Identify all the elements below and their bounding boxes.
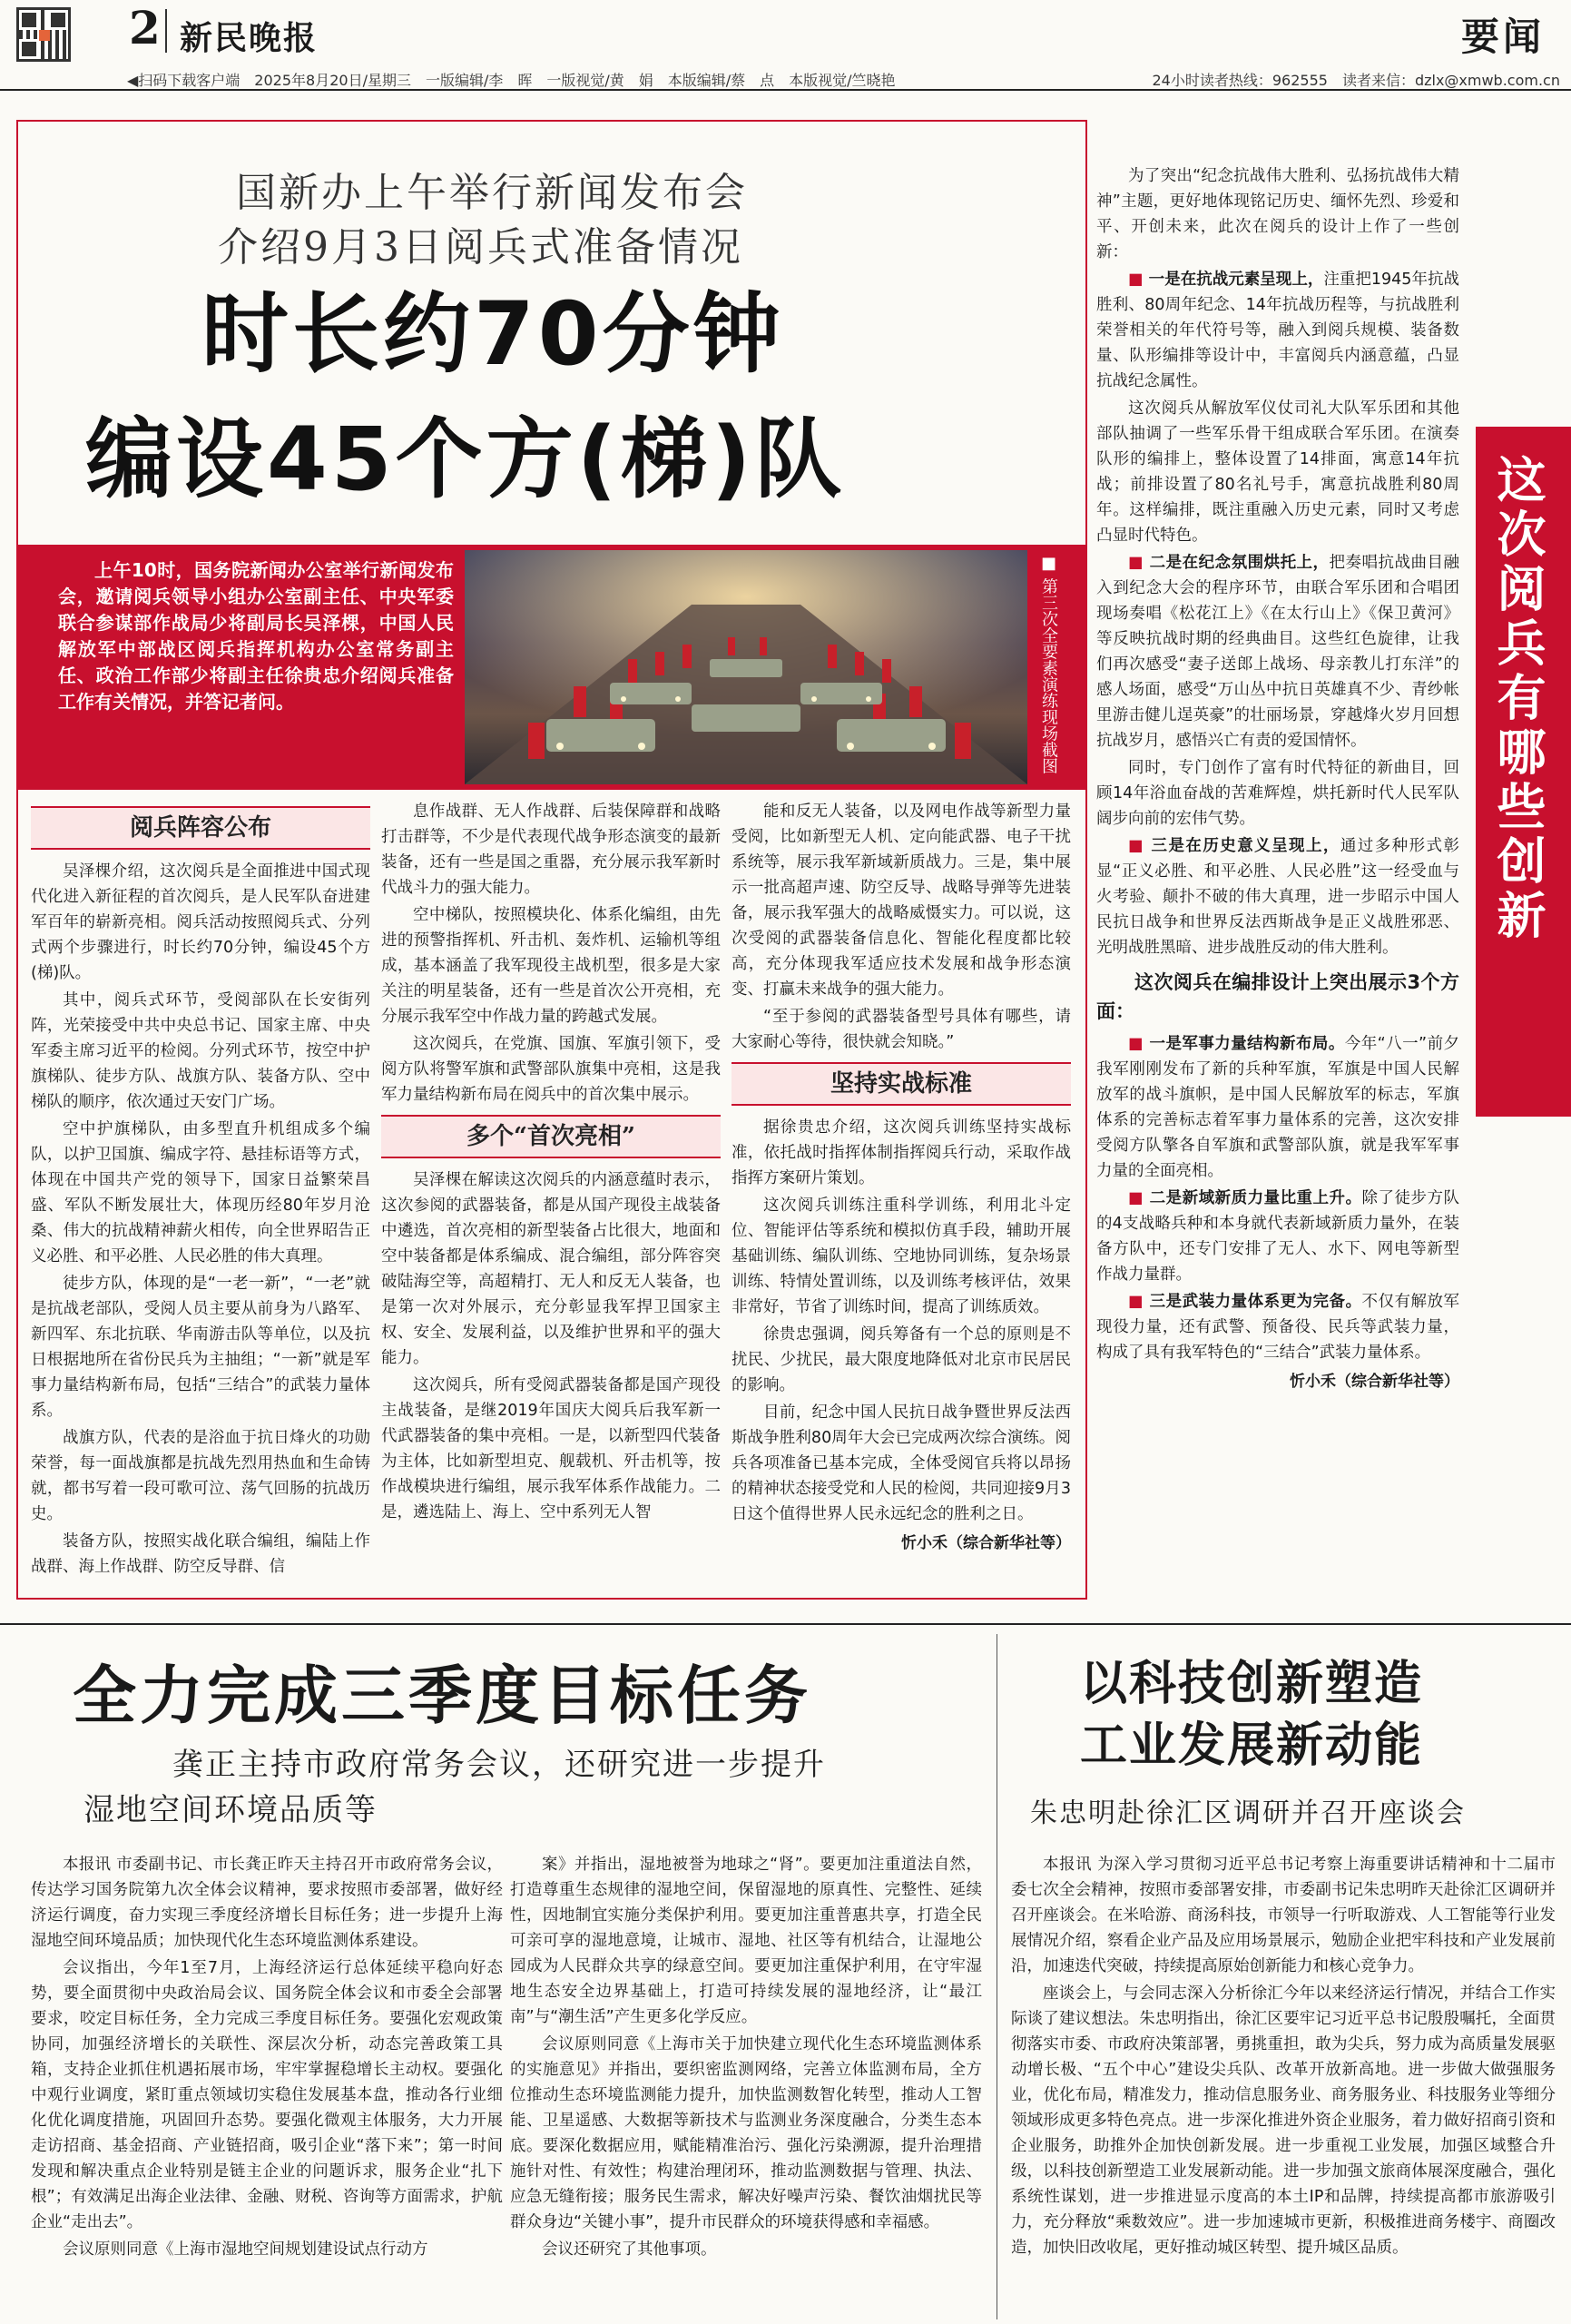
paragraph: 本报讯 为深入学习贯彻习近平总书记考察上海重要讲话精神和十二届市委七次全会精神，按照市委部署安排，市委副书记朱忠明昨天赴徐汇区调研并召开座谈会。在米哈游、商汤科技，市领导一行听取游戏、人工智能等行业发展情况介绍，察看企业产品及应用场景展示，勉励企业把牢科技和产业发展前沿，加速迭代突破，持续提高原始创新能力和核心竞争力。 (1011, 1856, 1556, 1975)
paragraph: 座谈会上，与会同志深入分析徐汇今年以来经济运行情况，并结合工作实际谈了建议想法。朱忠明指出，徐汇区要牢记习近平总书记殷殷嘱托，全面贯彻落实市委、市政府决策部署，勇挑重担，敢为尖兵，努力成为高质量发展驱动增长极、“五个中心”建设尖兵队、改革开放新高地。进一步做大做强服务业，优化布局，精准发力，推动信息服务业、商务服务业、科技服务业等细分领域形成更多特色亮点。进一步深化推进外资企业服务，着力做好招商引资和企业服务，助推外企加快创新发展。进一步重视工业发展，加强区域整合升级，以科技创新塑造工业发展新动能。进一步加强文旅商体展深度融合，强化系统性谋划，进一步推进显示度高的本土IP和品牌，持续提高都市旅游吸引力，充分释放“乘数效应”。进一步加速城市更新，积极推进商务楼宇、商圈改造，加快旧改收尾，更好推动城区转型、提升城区品质。 (1011, 1984, 1556, 2257)
lead-col2b-text (381, 1167, 721, 1525)
sidebar-paragraph (1096, 755, 1459, 832)
info-line: ◀扫码下载客户端 2025年8月20日/星期三 一版编辑/李 晖 一版视觉/黄 娟 本版编辑/蔡 点 本版视觉/竺晓艳 (127, 72, 896, 89)
paragraph: 吴泽棵在解读这次阅兵的内涵意蕴时表示，这次参阅的武器装备，都是从国产现役主战装备中遴选，首次亮相的新型装备占比很大，地面和空中装备都是体系编成、混合编组，部分阵容突破陆海空等，高超精打、无人和反无人装备，也是第一次对外展示，充分彰显我军捍卫国家主权、安全、发展利益，以及维护世界和平的强大能力。 (381, 1171, 721, 1367)
story2-column-1 (31, 1852, 503, 2319)
story2-subhead-1: 龚正主持市政府常务会议，还研究进一步提升 (172, 1747, 826, 1783)
paragraph: 会议原则同意《上海市关于加快建立现代化生态环境监测体系的实施意见》并指出，要织密监测网络，完善立体监测布局，全方位推动生态环境监测能力提升，加快监测数智化转型，推动人工智能、卫星遥感、大数据等新技术与监测业务深度融合，分类生态本底。要深化数据应用，赋能精准治污、强化污染溯源，提升治理措施针对性、有效性；构建治理闭环，推动监测数据与管理、执法、应急无缝衔接；服务民生需求，解决好噪声污染、餐饮油烟扰民等群众身边“关键小事”，提升市民群众的环境获得感和幸福感。 (510, 2035, 982, 2231)
sidebar-column (1096, 163, 1459, 1598)
square-bullet-icon: ■ (1128, 554, 1150, 572)
paragraph: 这次阅兵训练注重科学训练，利用北斗定位、智能评估等系统和模拟仿真手段，辅助开展基础训练、编队训练、空地协同训练，复杂场景训练、特情处置训练，以及训练考核评估，效果非常好，节省了训练时间，提高了训练质效。 (731, 1196, 1071, 1316)
square-bullet-icon: ■ (1128, 837, 1152, 855)
lead-lede: 上午10时，国务院新闻办公室举行新闻发布会，邀请阅兵领导小组办公室副主任、中央军委联合参谋部作战局少将副局长吴泽棵，中国人民解放军中部战区阅兵指挥机构办公室常务副主任、政治工作部少将副主任徐贵忠介绍阅兵准备工作有关情况，并答记者问。 (58, 559, 454, 713)
item-lead: 三是在历史意义呈现上， (1151, 837, 1340, 855)
hotline: 24小时读者热线：962555 读者来信：dzlx@xmwb.com.cn (1152, 72, 1560, 89)
paragraph: 能和反无人装备，以及网电作战等新型力量受阅，比如新型无人机、定向能武器、电子干扰系统等，展示我军新域新质战力。三是，集中展示一批高超声速、防空反导、战略导弹等先进装备，展示我军强大的战略威慑实力。可以说，这次受阅的武器装备信息化、智能化程度都比较高，充分体现我军适应技术发展和战争形态演变、打赢未来战争的强大能力。 (731, 803, 1071, 999)
story2-subhead-2: 湿地空间环境品质等 (83, 1792, 378, 1828)
story3-headline-1: 以科技创新塑造 (1080, 1656, 1424, 1711)
square-bullet-icon: ■ (1128, 1189, 1150, 1207)
item-text: 注重把1945年抗战胜利、80周年纪念、14年抗战历程等，与抗战胜利荣誉相关的年代符号等，融入到阅兵规模、装备数量、队形编排等设计中，丰富阅兵内涵意蕴，凸显抗战纪念属性。 (1096, 271, 1459, 390)
sidebar-paragraph (1096, 1031, 1459, 1184)
item-text: 除了徒步方队的4支战略兵种和本身就代表新域新质力量外，在装备方队中，还专门安排了无人、水下、网电等新型作战力量群。 (1096, 1189, 1459, 1284)
paragraph: 徐贵忠强调，阅兵筹备有一个总的原则是不扰民、少扰民，最大限度地降低对北京市民居民的影响。 (731, 1325, 1071, 1394)
lead-kicker-2: 介绍9月3日阅兵式准备情况 (218, 224, 743, 271)
sidebar-paragraph (1096, 267, 1459, 394)
paragraph: 其中，阅兵式环节，受阅部队在长安街列阵，光荣接受中共中央总书记、国家主席、中央军委主席习近平的检阅。分列式环节，按空中护旗梯队、徒步方队、战旗方队、装备方队、空中梯队的顺序，依次通过天安门广场。 (31, 991, 370, 1111)
sidebar-byline: 忻小禾（综合新华社等） (1290, 1373, 1459, 1391)
lead-headline-2: 编设45个方(梯)队 (85, 409, 846, 510)
paragraph: “至于参阅的武器装备型号具体有哪些，请大家耐心等待，很快就会知晓。” (731, 1008, 1071, 1051)
section-heading-training: 坚持实战标准 (731, 1062, 1071, 1106)
item-lead: 二是新域新质力量比重上升。 (1149, 1189, 1362, 1207)
lead-col1-text (31, 859, 370, 1580)
sidebar-intro: 为了突出“纪念抗战伟大胜利、弘扬抗战伟大精神”主题，更好地体现铭记历史、缅怀先烈、珍爱和平、开创未来，此次在阅兵的设计上作了一些创新： (1096, 167, 1459, 261)
qr-code-icon[interactable] (16, 7, 71, 62)
square-bullet-icon: ■ (1128, 1293, 1150, 1311)
sidebar-vertical-title: 这次阅兵有哪些创新 (1489, 454, 1546, 944)
lead-headline-1: 时长约70分钟 (201, 283, 784, 385)
item-text: 这次阅兵从解放军仪仗司礼大队军乐团和其他部队抽调了一些军乐骨干组成联合军乐团。在演奏队形的编排上，整体设置了14排面，寓意14年抗战；前排设置了80名礼号手，寓意抗战胜利80周年。这样编排，既注重融入历史元素，同时又考虑凸显时代特色。 (1096, 399, 1459, 545)
item-text: 今年“八一”前夕我军刚刚发布了新的兵种军旗，军旗是中国人民解放军的战斗旗帜，是中国人民解放军的标志，军旗体系的完善标志着军事力量体系的完善，这次安排受阅方队擎各自军旗和武警部队旗，就是我军军事力量的全面亮相。 (1096, 1035, 1459, 1180)
paragraph: 目前，纪念中国人民抗日战争暨世界反法西斯战争胜利80周年大会已完成两次综合演练。阅兵各项准备已基本完成，全体受阅官兵将以昂扬的精神状态接受党和人民的检阅，共同迎接9月3日这个值得世界人民永远纪念的胜利之日。 (731, 1403, 1071, 1523)
item-lead: 一是军事力量结构新布局。 (1149, 1035, 1345, 1053)
story3-subhead: 朱忠明赴徐汇区调研并召开座谈会 (1030, 1797, 1466, 1829)
paragraph: 息作战群、无人作战群、后装保障群和战略打击群等，不少是代表现代战争形态演变的最新装备，还有一些是国之重器，充分展示我军新时代战斗力的强大能力。 (381, 803, 721, 897)
page-number: 2 (129, 1, 161, 54)
story3-text (1011, 1852, 1556, 2260)
header-rule (0, 89, 1571, 91)
header (0, 0, 1571, 91)
story3-column (1011, 1852, 1556, 2319)
paragraph: 案》并指出，湿地被誉为地球之“肾”。要更加注重道法自然，打造尊重生态规律的湿地空间，保留湿地的原真性、完整性、延续性，因地制宜实施分类保护利用。要更加注重普惠共享，打造全民可亲可享的湿地意境，让城市、湿地、社区等有机结合，让湿地公园成为人民群众共享的绿意空间。要更加注重保护利用，在守牢湿地生态安全边界基础上，打造可持续发展的湿地经济，让“最江南”与“潮生活”产生更多化学反应。 (510, 1856, 982, 2026)
item-lead: 三是武装力量体系更为完备。 (1149, 1293, 1362, 1311)
lead-byline: 忻小禾（综合新华社等） (901, 1534, 1071, 1552)
item-text: 把奏唱抗战曲目融入到纪念大会的程序环节，由联合军乐团和合唱团现场奏唱《松花江上》《在太行山上》《保卫黄河》等反映抗战时期的经典曲目。这些红色旋律，让我们再次感受“妻子送郎上战场、母亲教儿打东洋”的感人场面，感受“万山丛中抗日英雄真不少、青纱帐里游击健儿逞英豪”的壮丽场景，穿越烽火岁月回想抗战岁月，感悟兴亡有责的爱国情怀。 (1096, 554, 1459, 750)
paragraph: 空中护旗梯队，由多型直升机组成多个编队，以护卫国旗、编成字符、悬挂标语等方式，体现在中国共产党的领导下，国家日益繁荣昌盛、军队不断发展壮大，体现历经80年岁月沧桑、伟大的抗战精神薪火相传，向全世界昭告正义必胜、和平必胜、人民必胜的伟大真理。 (31, 1120, 370, 1265)
photo-caption: ■ 第三次全要素演练现场截图 (1039, 554, 1058, 774)
paragraph: 会议指出，今年1至7月，上海经济运行总体延续平稳向好态势，要全面贯彻中央政治局会议、国务院全体会议和市委全会部署要求，咬定目标任务，全力完成三季度目标任务。要强化宏观政策协同，加强经济增长的关联性、深层次分析，动态完善政策工具箱，支持企业抓住机遇拓展市场，牢牢掌握稳增长主动权。要强化中观行业调度，紧盯重点领域切实稳住发展基本盘，推动各行业细化优化调度措施，巩固回升态势。要强化微观主体服务，大力开展走访招商、基金招商、产业链招商，吸引企业“落下来”；第一时间发现和解决重点企业特别是链主企业的问题诉求，服务企业“扎下根”；有效满足出海企业法律、金融、财税、咨询等方面需求，护航企业“走出去”。 (31, 1959, 503, 2231)
paragraph: 装备方队，按照实战化联合编组，编陆上作战群、海上作战群、防空反导群、信 (31, 1532, 370, 1576)
sidebar-paragraph (1096, 396, 1459, 548)
lead-column-3 (731, 799, 1071, 1594)
paragraph: 会议原则同意《上海市湿地空间规划建设试点行动方 (63, 2240, 428, 2259)
square-bullet-icon: ■ (1128, 1035, 1150, 1053)
section-heading-debut: 多个“首次亮相” (381, 1115, 721, 1158)
sidebar-paragraph (1096, 550, 1459, 753)
paragraph: 这次阅兵，所有受阅武器装备都是国产现役主战装备，是继2019年国庆大阅兵后我军新一代武器装备的集中亮相。一是，以新型四代装备为主体，比如新型坦克、舰载机、歼击机等，按作战模块进行编组，展示我军体系作战能力。二是，遴选陆上、海上、空中系列无人智 (381, 1376, 721, 1521)
sidebar-subhead: 这次阅兵在编排设计上突出展示3个方面： (1096, 971, 1459, 1022)
lead-col3a-text (731, 799, 1071, 1055)
paragraph: 徒步方队，体现的是“一老一新”，“一老”就是抗战老部队，受阅人员主要从前身为八路军、新四军、东北抗联、华南游击队等单位，以及抗日根据地所在省份民兵为主抽组；“一新”就是军事力量结构新布局，包括“三结合”的武装力量体系。 (31, 1275, 370, 1420)
sidebar-items-1 (1096, 267, 1459, 960)
paragraph: 这次阅兵，在党旗、国旗、军旗引领下，受阅方队将警军旗和武警部队旗集中亮相，这是我军力量结构新布局在阅兵中的首次集中展示。 (381, 1035, 721, 1104)
paragraph: 战旗方队，代表的是浴血于抗日烽火的功勋荣誉，每一面战旗都是抗战先烈用热血和生命铸就，都书写着一段可歌可泣、荡气回肠的抗战历史。 (31, 1429, 370, 1523)
item-text: 同时，专门创作了富有时代特征的新曲目，回顾14年浴血奋战的苦难辉煌，烘托新时代人民军队阔步向前的宏伟气势。 (1096, 759, 1459, 828)
sidebar-paragraph (1096, 1186, 1459, 1287)
lead-kicker-1: 国新办上午举行新闻发布会 (236, 170, 748, 216)
story2-col2-text (510, 1852, 982, 2262)
paragraph: 据徐贵忠介绍，这次阅兵训练坚持实战标准，依托战时指挥体制指挥阅兵行动，采取作战指挥方案研片策划。 (731, 1118, 1071, 1187)
header-divider (165, 9, 167, 53)
paragraph: 吴泽棵介绍，这次阅兵是全面推进中国式现代化进入新征程的首次阅兵，是人民军队奋进建军百年的崭新亮相。阅兵活动按照阅兵式、分列式两个步骤进行，时长约70分钟，编设45个方(梯)队。 (31, 862, 370, 982)
parade-scene-illustration (465, 550, 1027, 784)
paragraph: 空中梯队，按照模块化、体系化编组，由先进的预警指挥机、歼击机、轰炸机、运输机等组成，基本涵盖了我军现役主战机型，很多是大家关注的明星装备，还有一些是首次公开亮相，充分展示我军空中作战力量的跨越式发展。 (381, 906, 721, 1026)
item-lead: 一是在抗战元素呈现上， (1148, 271, 1324, 289)
story2-col1-text (31, 1852, 503, 2262)
sidebar-paragraph (1096, 1289, 1459, 1365)
parade-photo (465, 550, 1027, 784)
story3-headline-2: 工业发展新动能 (1080, 1718, 1424, 1773)
lead-col3b-text (731, 1115, 1071, 1527)
paragraph: 本报讯 市委副书记、市长龚正昨天主持召开市政府常务会议，传达学习国务院第九次全体会议精神，要求按照市委部署，做好经济运行调度，奋力实现三季度经济增长目标任务；进一步提升上海湿地空间环境品质；加快现代化生态环境监测体系建设。 (31, 1856, 503, 1950)
square-bullet-icon: ■ (1128, 271, 1149, 289)
lead-column-1 (31, 799, 370, 1594)
lead-col2a-text (381, 799, 721, 1108)
section-heading-lineup: 阅兵阵容公布 (31, 806, 370, 850)
story2-column-2 (510, 1852, 982, 2319)
paragraph: 会议还研究了其他事项。 (542, 2240, 717, 2259)
item-text: 不仅有解放军现役力量，还有武警、预备役、民兵等武装力量，构成了具有我军特色的“三结合”武装力量体系。 (1096, 1293, 1459, 1362)
story2-headline: 全力完成三季度目标任务 (73, 1658, 811, 1733)
paper-name: 新民晚报 (180, 19, 319, 57)
sidebar-items-2 (1096, 1031, 1459, 1365)
lead-column-2 (381, 799, 721, 1594)
item-lead: 二是在纪念氛围烘托上， (1149, 554, 1330, 572)
item-text: 通过多种形式彰显“正义必胜、和平必胜、人民必胜”这一经受血与火考验、颠扑不破的伟大真理，进一步昭示中国人民抗日战争和世界反法西斯战争是正义战胜邪恶、光明战胜黑暗、进步战胜反动的伟大胜利。 (1096, 837, 1459, 957)
sidebar-paragraph (1096, 833, 1459, 960)
section-rule (0, 1623, 1571, 1625)
section-name: 要闻 (1461, 15, 1546, 59)
